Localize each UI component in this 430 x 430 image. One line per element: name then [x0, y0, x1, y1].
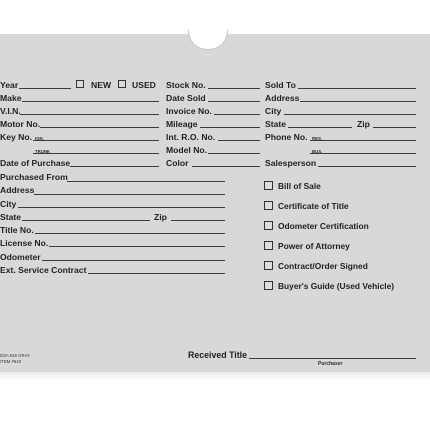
contract-order-signed-label: Contract/Order Signed [278, 261, 368, 271]
power-of-attorney-checkbox[interactable] [264, 241, 273, 250]
color-label: Color [166, 158, 189, 168]
certificate-of-title-label: Certificate of Title [278, 201, 349, 211]
ign-label: IGN. [35, 135, 44, 141]
date-of-purchase-label: Date of Purchase [0, 158, 71, 168]
title-no-label: Title No. [0, 225, 34, 235]
mileage-line[interactable] [200, 127, 260, 128]
year-label: Year [0, 80, 19, 90]
bus-label: BUS. [312, 148, 323, 154]
key-trunk-line[interactable] [33, 153, 159, 154]
buyers-guide-checkbox[interactable] [264, 281, 273, 290]
left-city-line[interactable] [18, 207, 225, 208]
odometer-certification-label: Odometer Certification [278, 221, 369, 231]
year-line[interactable] [19, 88, 71, 89]
key-ign-line[interactable] [33, 140, 159, 141]
left-state-label: State [0, 212, 22, 222]
ext-service-contract-label: Ext. Service Contract [0, 265, 87, 275]
odometer-certification-checkbox[interactable] [264, 221, 273, 230]
phone-no-label: Phone No. [265, 132, 308, 142]
used-checkbox[interactable] [118, 80, 126, 88]
purchased-from-label: Purchased From [0, 172, 68, 182]
new-checkbox[interactable] [76, 80, 84, 88]
salesperson-line[interactable] [318, 166, 416, 167]
zip-label: Zip [357, 119, 370, 129]
left-address-label: Address [0, 185, 35, 195]
form-code-line-2: ITEM #519 [0, 359, 22, 364]
date-of-purchase-line[interactable] [70, 166, 159, 167]
left-address-line[interactable] [34, 194, 225, 195]
key-no-label: Key No. [0, 132, 32, 142]
received-title-line[interactable] [249, 358, 416, 359]
power-of-attorney-label: Power of Attorney [278, 241, 350, 251]
invoice-no-line[interactable] [214, 114, 260, 115]
envelope-shadow [0, 372, 430, 380]
vin-line[interactable] [20, 114, 159, 115]
trunk-label: TRUNK [35, 148, 51, 154]
stock-no-line[interactable] [208, 88, 260, 89]
bill-of-sale-checkbox[interactable] [264, 181, 273, 190]
vin-label: V.I.N. [0, 106, 21, 116]
int-ro-no-label: Int. R.O. No. [166, 132, 216, 142]
salesperson-label: Salesperson [265, 158, 317, 168]
new-label: NEW [91, 80, 112, 90]
deal-jacket-envelope [0, 34, 430, 372]
address-line[interactable] [300, 101, 416, 102]
make-line[interactable] [22, 101, 159, 102]
left-city-label: City [0, 199, 17, 209]
ext-service-contract-line[interactable] [88, 273, 225, 274]
purchased-from-line[interactable] [67, 181, 225, 182]
mileage-label: Mileage [166, 119, 198, 129]
odometer-line[interactable] [42, 260, 225, 261]
received-title-label: Received Title [188, 350, 248, 360]
buyers-guide-label: Buyer's Guide (Used Vehicle) [278, 281, 395, 291]
odometer-label: Odometer [0, 252, 41, 262]
state-line[interactable] [288, 127, 352, 128]
city-line[interactable] [284, 114, 416, 115]
date-sold-line[interactable] [208, 101, 260, 102]
make-label: Make [0, 93, 22, 103]
left-state-line[interactable] [22, 220, 150, 221]
certificate-of-title-checkbox[interactable] [264, 201, 273, 210]
city-label: City [265, 106, 282, 116]
res-label: RES. [312, 135, 323, 141]
license-no-label: License No. [0, 238, 49, 248]
left-zip-label: Zip [154, 212, 167, 222]
form-code-line-1: DSA 546 GRAY [0, 353, 31, 358]
model-no-label: Model No. [166, 145, 208, 155]
motor-no-label: Motor No. [0, 119, 41, 129]
used-label: USED [132, 80, 156, 90]
invoice-no-label: Invoice No. [166, 106, 212, 116]
stock-no-label: Stock No. [166, 80, 206, 90]
color-line[interactable] [192, 166, 260, 167]
address-label: Address [265, 93, 300, 103]
license-no-line[interactable] [49, 246, 225, 247]
purchaser-label: Purchaser [318, 361, 343, 367]
sold-to-line[interactable] [298, 88, 416, 89]
model-no-line[interactable] [208, 153, 260, 154]
contract-order-signed-checkbox[interactable] [264, 261, 273, 270]
motor-no-line[interactable] [40, 127, 159, 128]
date-sold-label: Date Sold [166, 93, 206, 103]
int-ro-no-line[interactable] [218, 140, 260, 141]
sold-to-label: Sold To [265, 80, 296, 90]
bill-of-sale-label: Bill of Sale [278, 181, 321, 191]
phone-res-line[interactable] [310, 140, 416, 141]
left-zip-line[interactable] [171, 220, 225, 221]
phone-bus-line[interactable] [310, 153, 416, 154]
title-no-line[interactable] [35, 233, 225, 234]
zip-line[interactable] [373, 127, 416, 128]
state-label: State [265, 119, 287, 129]
